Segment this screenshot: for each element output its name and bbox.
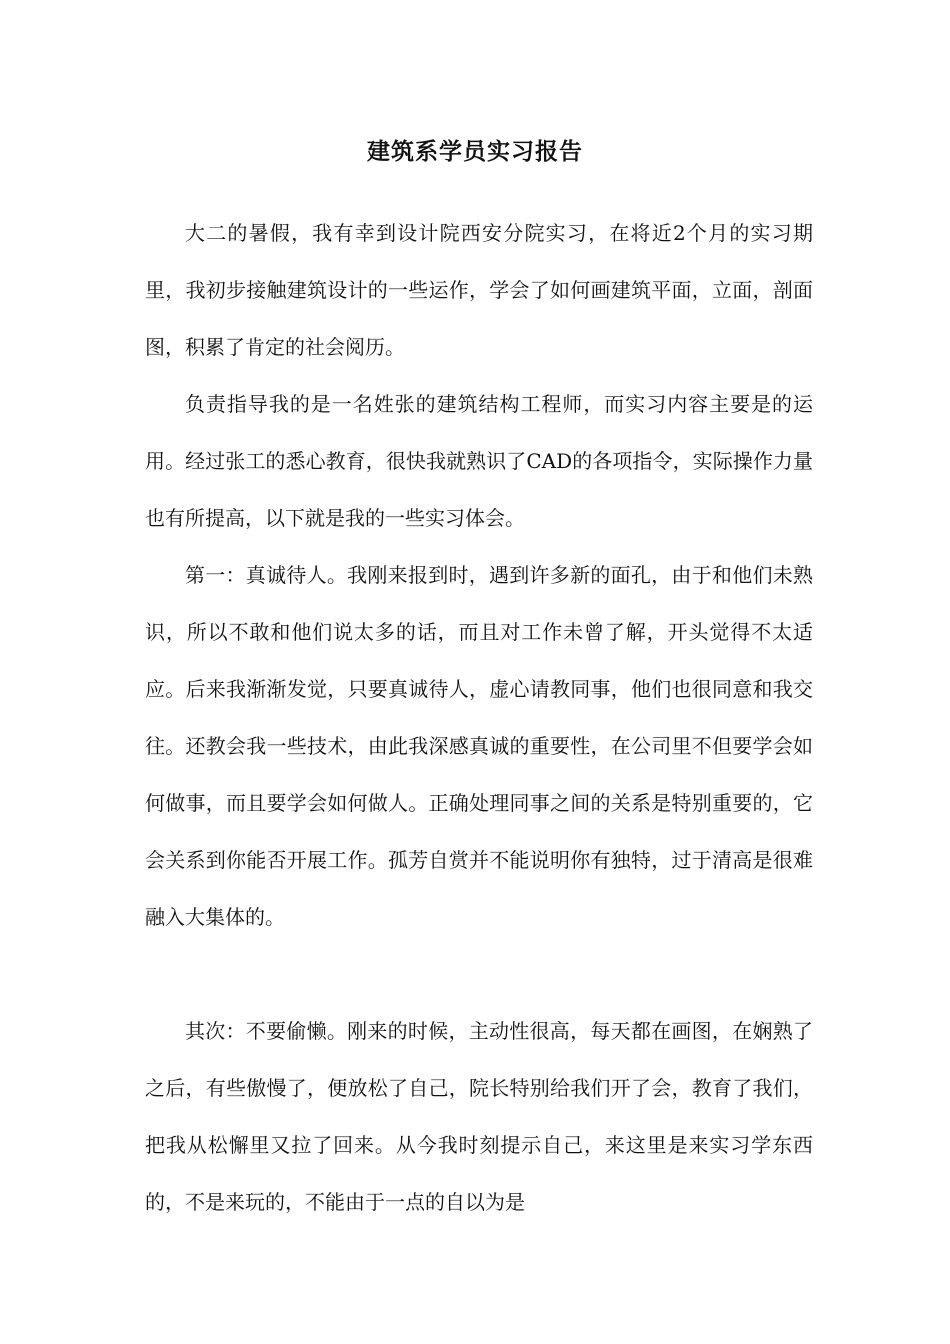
document-title: 建筑系学员实习报告 (367, 138, 583, 165)
paragraph-3: 第一：真诚待人。我刚来报到时，遇到许多新的面孔，由于和他们未熟识，所以不敢和他们说太多的话，而且对工作未曾了解，开头觉得不太适应。后来我渐渐发觉，只要真诚待人，虚心请教同事，他们也很同意和我交往。还教会我一些技术，由此我深感真诚的重要性，在公司里不但要学会如何做事，而且要学会如何做人。正确处理同事之间的关系是特别重要的，它会关系到你能否开展工作。孤芳自赏并不能说明你有独特，过于清高是很难融入大集体的。 (145, 563, 813, 929)
document-body (145, 205, 813, 1231)
paragraph-1: 大二的暑假，我有幸到设计院西安分院实习，在将近2个月的实习期里，我初步接触建筑设计的一些运作，学会了如何画建筑平面，立面，剖面图，积累了肯定的社会阅历。 (145, 221, 813, 359)
paragraph-2: 负责指导我的是一名姓张的建筑结构工程师，而实习内容主要是的运用。经过张工的悉心教育，很快我就熟识了CAD的各项指令，实际操作力量也有所提高，以下就是我的一些实习体会。 (145, 392, 813, 530)
paragraph-gap (145, 946, 813, 1003)
paragraph-4: 其次：不要偷懒。刚来的时候，主动性很高，每天都在画图，在娴熟了之后，有些傲慢了，便放松了自己，院长特别给我们开了会，教育了我们，把我从松懈里又拉了回来。从今我时刻提示自己，来这里是来实习学东西的，不是来玩的，不能由于一点的自以为是 (145, 1019, 813, 1214)
